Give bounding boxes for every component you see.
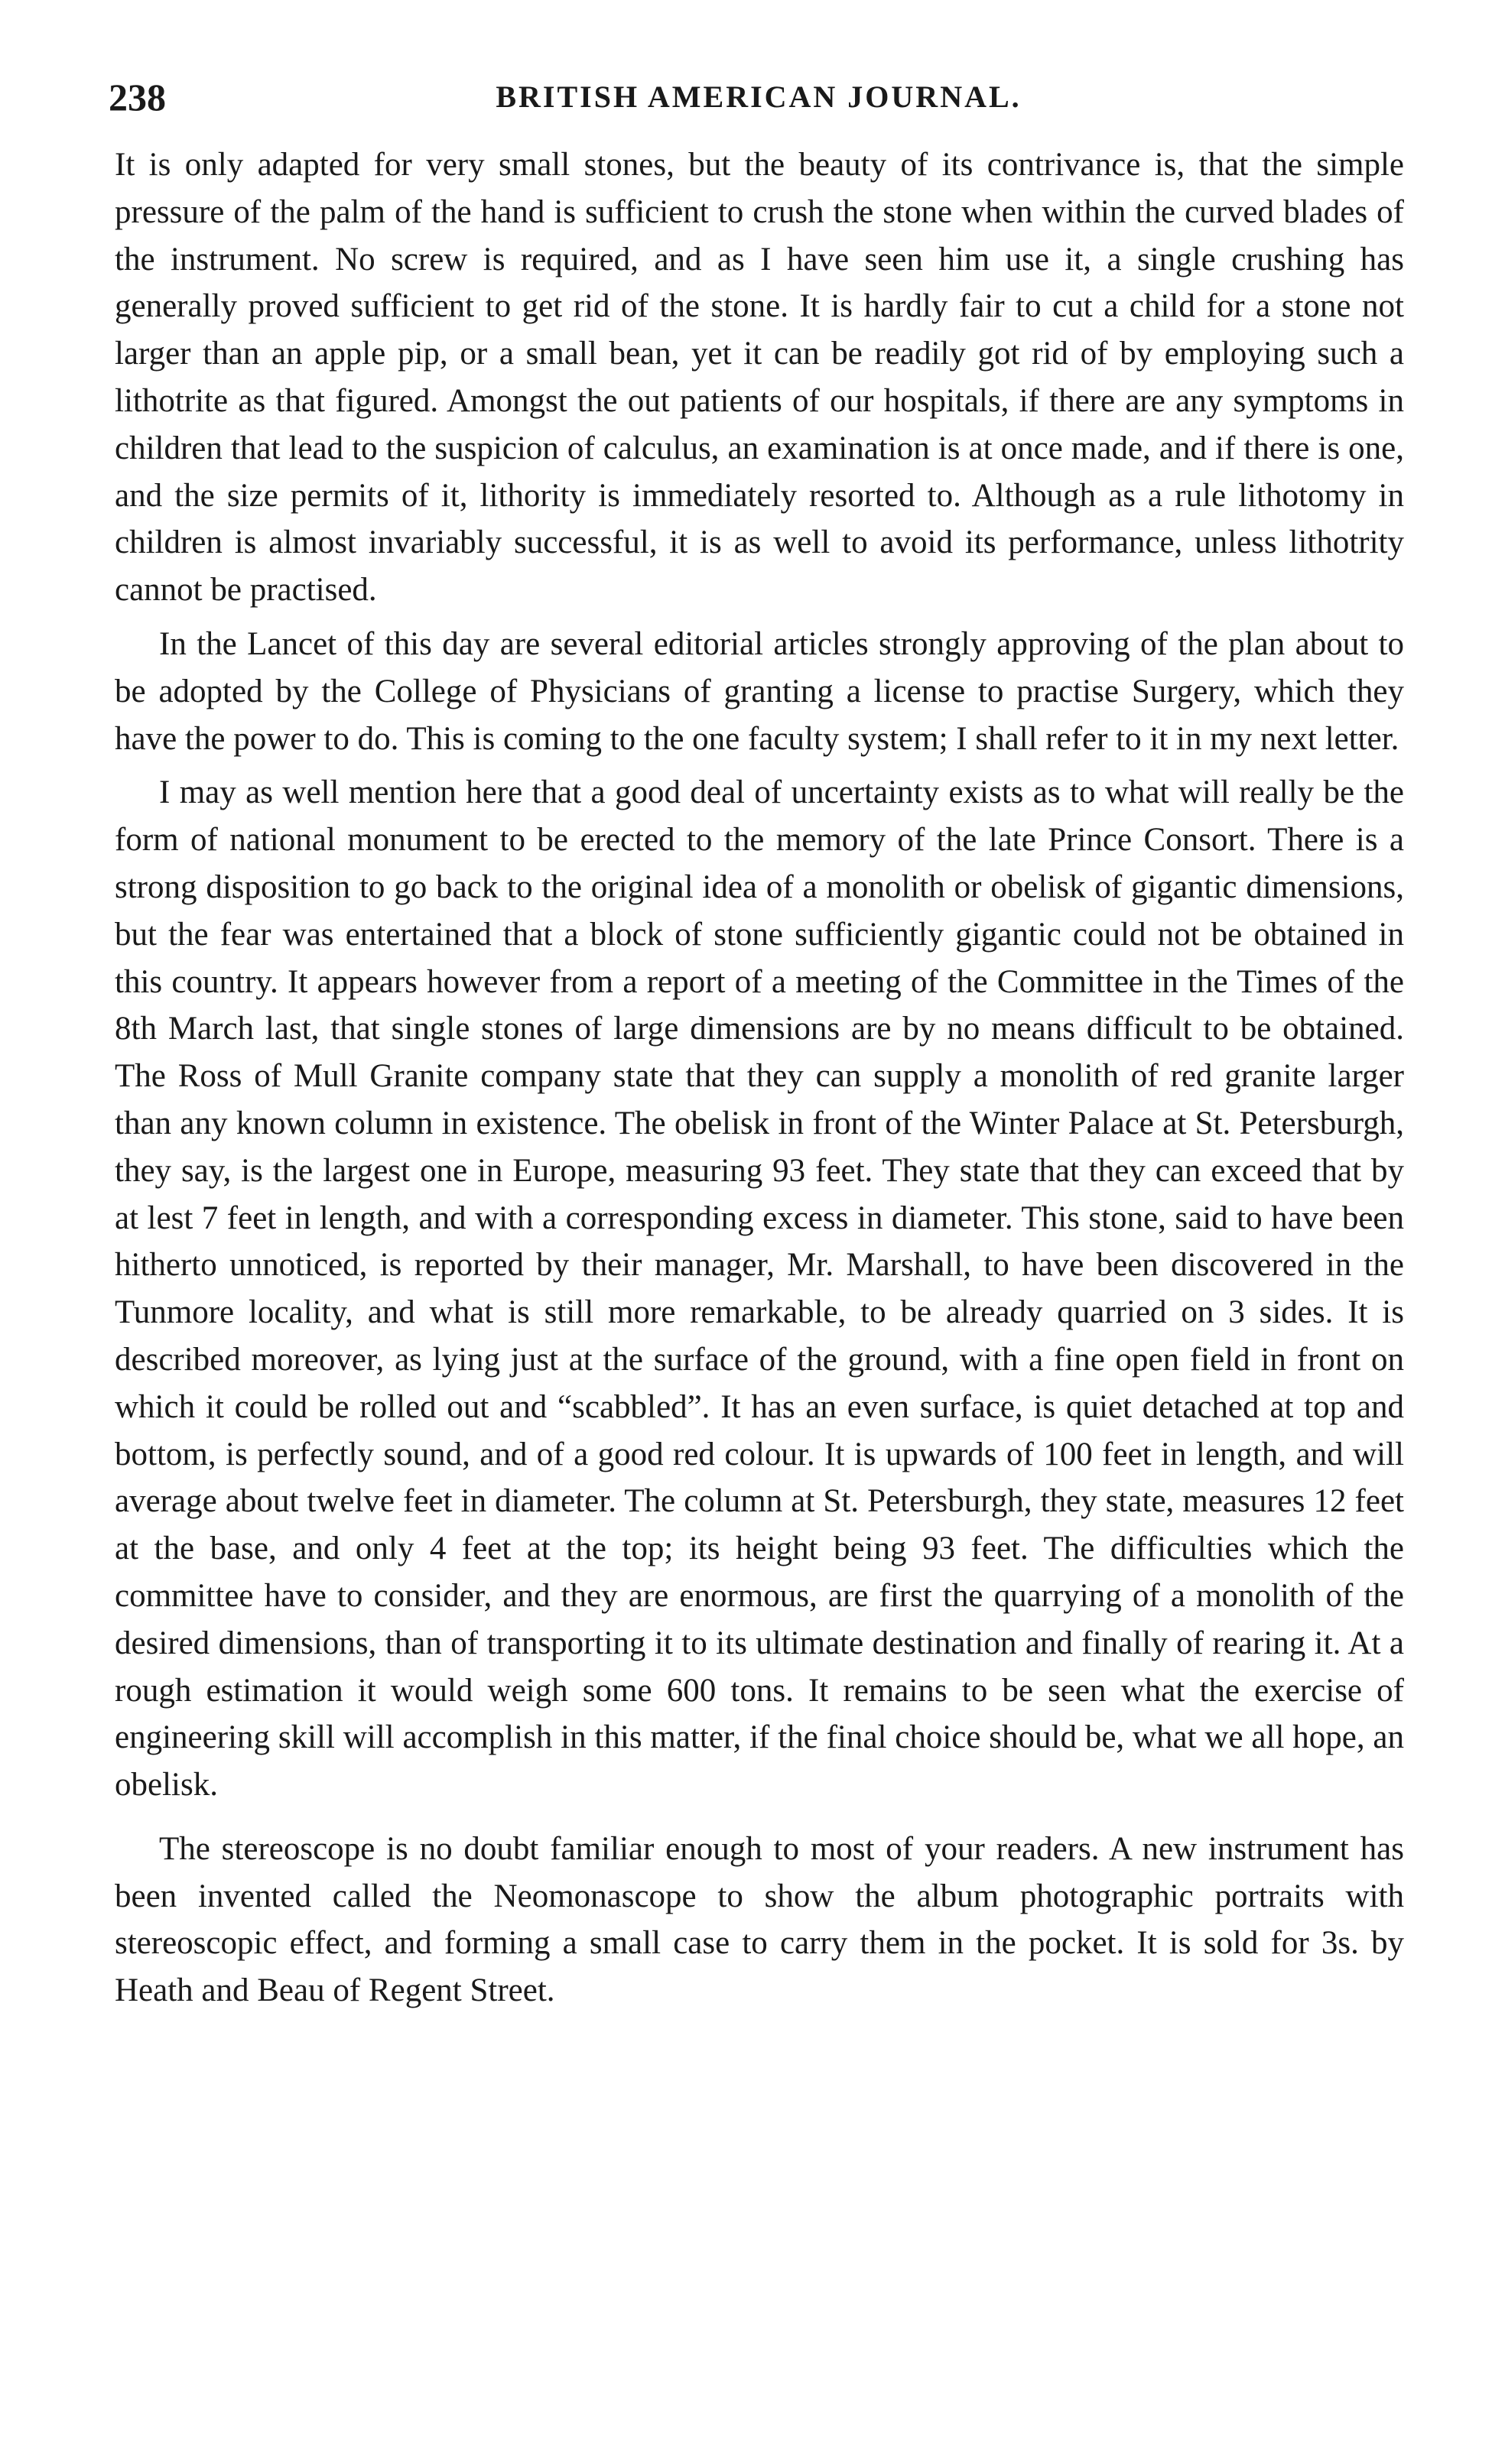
article-body [115,141,1404,2014]
paragraph-neomonascope: The stereoscope is no doubt familiar enough to most of your readers. A new instrument has been invented called the Neomonascope to show the album photographic portraits with stereoscopic effect, and forming a small case to carry them in the pocket. It is sold for 3s. by Heath and Beau of Regent Street. [115,1830,1404,2009]
paragraph-prince-consort-monument: I may as well mention here that a good deal of uncertainty exists as to what will really be the form of national monument to be erected to the memory of the late Prince Consort. There is a strong disposition to go back to the original idea of a monolith or obelisk of gigantic dimensions, but the fear was entertained that a block of stone sufficiently gigantic could not be obtained in this country. It appears however from a report of a meeting of the Committee in the Times of the 8th March last, that single stones of large dimensions are by no means difficult to be obtained. The Ross of Mull Granite company state that they can supply a monolith of red granite larger than any known column in existence. The obelisk in front of the Winter Palace at St. Petersburgh, they say, is the largest one in Europe, measuring 93 feet. They state that they can exceed that by at lest 7 feet in length, and with a corresponding excess in diameter. This stone, said to have been hitherto unnoticed, is reported by their manager, Mr. Marshall, to have been discovered in the Tunmore locality, and what is still more remarkable, to be already quarried on 3 sides. It is described moreover, as lying just at the surface of the ground, with a fine open field in front on which it could be rolled out and “scabbled”. It has an even surface, is quiet detached at top and bottom, is perfectly sound, and of a good red colour. It is upwards of 100 feet in length, and will average about twelve feet in diameter. The column at St. Petersburgh, they state, measures 12 feet at the base, and only 4 feet at the top; its height being 93 feet. The difficulties which the committee have to consider, and they are enormous, are first the quarrying of a monolith of the desired dimensions, than of transporting it to its ultimate destination and finally of rearing it. At a rough estimation it would weigh some 600 tons. It remains to be seen what the exercise of engineering skill will accomplish in this matter, if the final choice should be, what we all hope, an obelisk. [115,774,1404,1803]
page-number: 238 [109,76,166,118]
paragraph-lancet: In the Lancet of this day are several editorial articles strongly approving of the plan about to be adopted by the College of Physicians of granting a license to practise Surgery, which they have the power to do. This is coming to the one faculty system; I shall refer to it in my next letter. [115,625,1404,757]
running-head: BRITISH AMERICAN JOURNAL. [496,80,1022,114]
paragraph-lithotrite: It is only adapted for very small stones, but the beauty of its contrivance is, that the simple pressure of the palm of the hand is sufficient to crush the stone when within the curved blades of the instrument. No screw is required, and as I have seen him use it, a single crushing has generally proved sufficient to get rid of the stone. It is hardly fair to cut a child for a stone not larger than an apple pip, or a small bean, yet it can be readily got rid of by employing such a lithotrite as that figured. Amongst the out patients of our hospitals, if there are any symptoms in children that lead to the suspicion of calculus, an examination is at once made, and if there is one, and the size permits of it, lithority is immediately resorted to. Although as a rule lithotomy in children is almost invariably successful, it is as well to avoid its performance, unless lithotrity cannot be practised. [115,147,1404,609]
page-header [109,73,1409,121]
